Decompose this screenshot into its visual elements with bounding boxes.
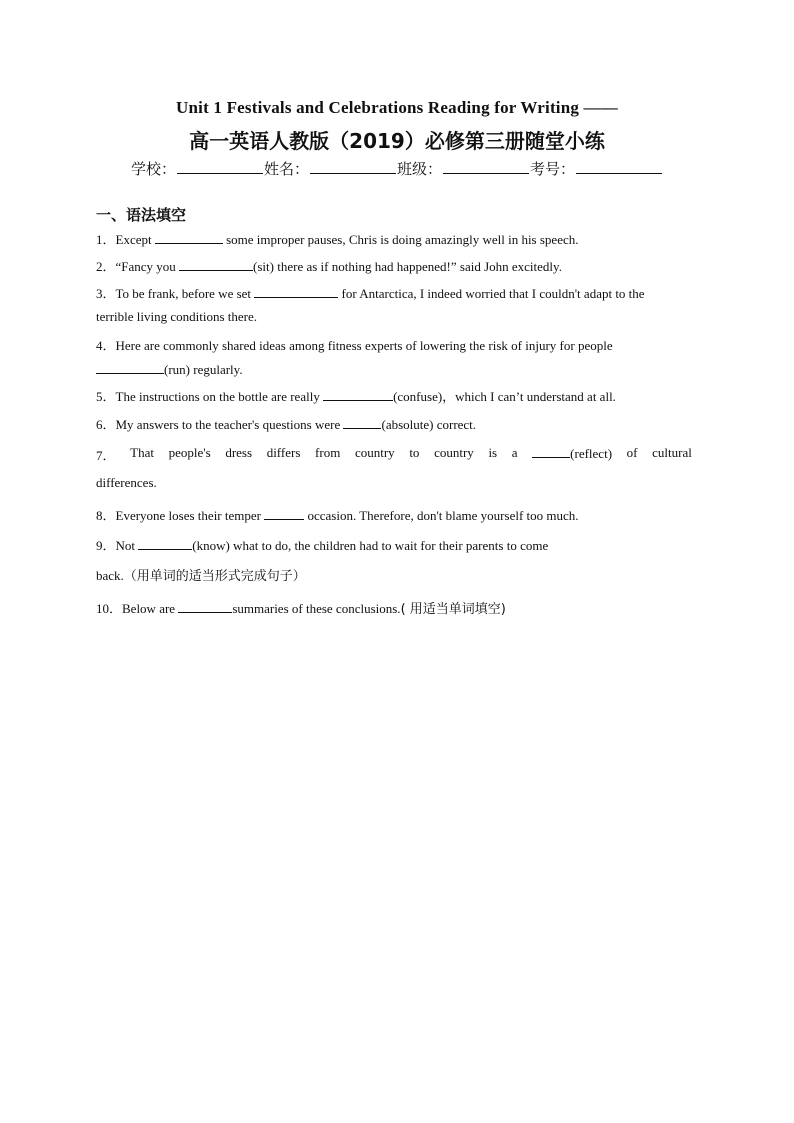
question-4 — [96, 335, 613, 354]
question-1-blank[interactable] — [155, 231, 223, 244]
question-10-text-a: 10．Below are — [96, 601, 176, 616]
question-3-text-a: 3．To be frank, before we set — [96, 286, 252, 301]
section-heading: 一、语法填空 — [96, 206, 187, 224]
question-7-word: differs — [266, 445, 301, 460]
title-line-2: 高一英语人教版（2019）必修第三册随堂小练 — [189, 129, 605, 153]
class-label: 班级： — [397, 160, 443, 178]
question-3-blank[interactable] — [254, 285, 338, 298]
class-field[interactable] — [443, 159, 529, 174]
question-4-text-b: (run) regularly. — [164, 362, 243, 377]
question-6-blank[interactable] — [343, 416, 381, 429]
question-7-word: of — [626, 445, 638, 460]
question-8-text-a: 8．Everyone loses their temper — [96, 508, 261, 523]
question-7-word: That — [130, 445, 154, 460]
question-9-instruction: （用单词的适当形式完成句子） — [123, 569, 306, 584]
question-9 — [96, 535, 548, 554]
question-9-text-c: back. — [96, 568, 124, 583]
question-8 — [96, 505, 579, 524]
question-3-text-c: terrible living conditions there. — [96, 309, 258, 324]
question-7-word: a — [511, 445, 518, 460]
question-5 — [96, 386, 616, 405]
exam-number-field[interactable] — [576, 159, 662, 174]
name-label: 姓名： — [263, 160, 309, 178]
question-7-word: from — [315, 445, 341, 460]
question-6-text-b: (absolute) correct. — [381, 417, 477, 432]
exam-number-label: 考号： — [530, 160, 576, 178]
question-7 — [96, 445, 692, 464]
question-7-word: cultural — [652, 445, 692, 460]
question-5-blank[interactable] — [323, 388, 393, 401]
question-3-cont — [96, 309, 257, 325]
question-1-text-b: some improper pauses, Chris is doing amazingly well in his speech. — [226, 232, 579, 247]
question-7-word: country — [434, 445, 474, 460]
question-7-word: people's — [168, 445, 211, 460]
question-1-text-a: 1．Except — [96, 232, 152, 247]
question-7-cont — [96, 475, 157, 491]
question-4-blank[interactable] — [96, 361, 164, 374]
question-8-text-b: occasion. Therefore, don't blame yourself too much. — [307, 508, 579, 523]
question-9-blank[interactable] — [138, 537, 192, 550]
question-7-word: dress — [225, 445, 253, 460]
question-9-cont — [96, 565, 306, 584]
question-2-text-b: (sit) there as if nothing had happened!” said John excitedly. — [253, 259, 562, 274]
question-1 — [96, 229, 578, 248]
question-9-text-b: (know) what to do, the children had to wait for their parents to come — [192, 538, 549, 553]
question-5-text-a: 5．The instructions on the bottle are really — [96, 389, 320, 404]
question-10-instruction: ( 用适当单词填空) — [400, 602, 506, 617]
name-field[interactable] — [310, 159, 396, 174]
question-7-text-b: differences. — [96, 475, 157, 490]
question-4-text-a: 4．Here are commonly shared ideas among fitness experts of lowering the risk of injury for people — [96, 338, 613, 353]
question-5-text-b: (confuse)，which I can’t understand at all. — [393, 389, 616, 404]
question-7-blank-tail: (reflect) — [570, 446, 613, 461]
question-7-blank[interactable] — [532, 445, 570, 458]
question-7-word: country — [354, 445, 395, 460]
question-8-blank[interactable] — [264, 507, 304, 520]
question-10-text-b: summaries of these conclusions. — [232, 601, 401, 616]
question-6 — [96, 414, 476, 433]
question-7-word: is — [488, 445, 498, 460]
school-label: 学校： — [130, 160, 176, 178]
question-2 — [96, 256, 562, 275]
school-field[interactable] — [177, 159, 263, 174]
question-2-text-a: 2．“Fancy you — [96, 259, 176, 274]
question-10 — [96, 598, 506, 617]
question-2-blank[interactable] — [179, 258, 253, 271]
student-info-line — [0, 158, 794, 179]
question-10-blank[interactable] — [178, 600, 232, 613]
question-7-word: 7． — [96, 448, 116, 463]
question-3-text-b: for Antarctica, I indeed worried that I couldn't adapt to the — [341, 286, 645, 301]
question-3 — [96, 283, 645, 302]
question-6-text-a: 6．My answers to the teacher's questions were — [96, 417, 341, 432]
question-4-cont — [96, 361, 243, 378]
question-7-word: to — [409, 445, 420, 460]
question-7-blank-group — [532, 445, 612, 464]
question-9-text-a: 9．Not — [96, 538, 136, 553]
title-line-1: Unit 1 Festivals and Celebrations Reading for Writing —— — [176, 98, 618, 117]
